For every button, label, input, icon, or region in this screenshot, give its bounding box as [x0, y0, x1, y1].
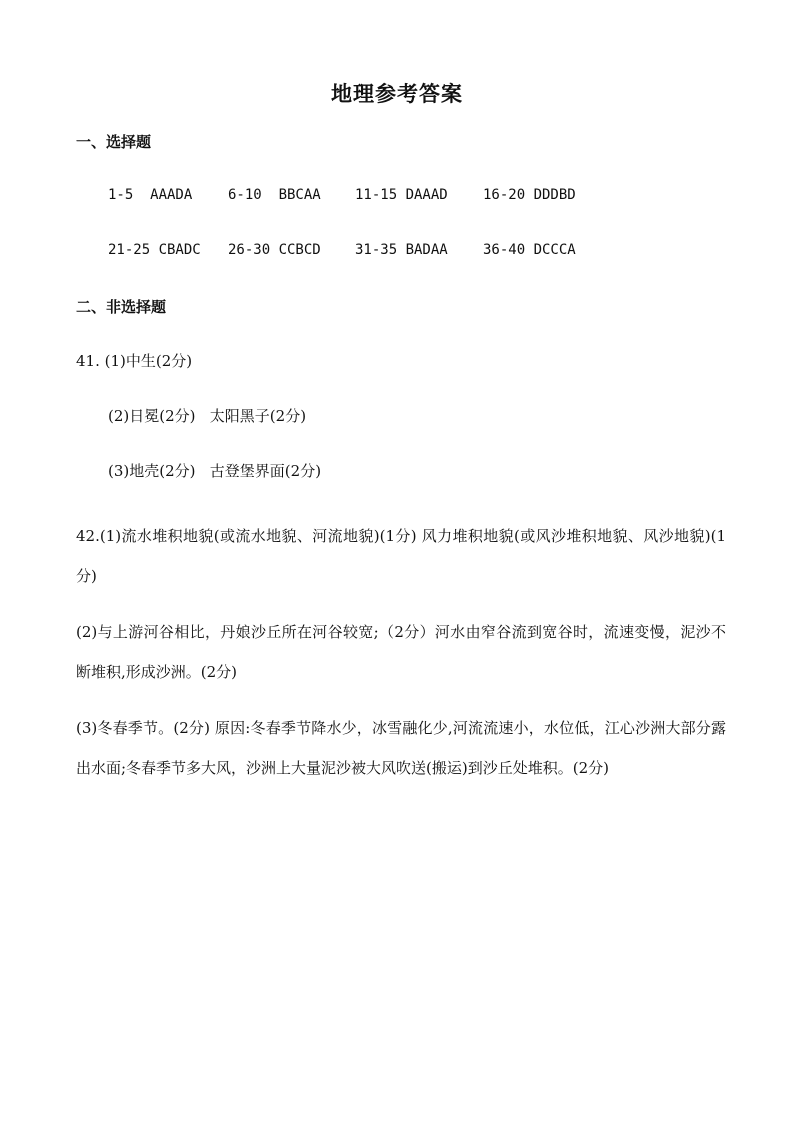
page-title: 地理参考答案 [331, 81, 463, 106]
q41-part3: (3)地壳(2分) 古登堡界面(2分) [108, 462, 322, 480]
q42-part2: (2)与上游河谷相比，丹娘沙丘所在河谷较宽;（2分）河水由窄谷流到宽谷时，流速变慢，泥沙不断堆积,形成沙洲。(2分) [76, 623, 726, 681]
answer-group: 31-35 BADAA [355, 242, 448, 258]
answer-group: 1-5 AAADA [108, 187, 193, 203]
q41-part1: 41. (1)中生(2分) [76, 352, 193, 370]
answer-group: 6-10 BBCAA [228, 187, 321, 203]
q42-part3: (3)冬春季节。(2分) 原因:冬春季节降水少，冰雪融化少,河流流速小，水位低，江心沙洲大部分露出水面;冬春季节多大风，沙洲上大量泥沙被大风吹送(搬运)到沙丘处堆积。(2分) [76, 719, 726, 777]
section-heading-multiple-choice: 一、选择题 [76, 133, 152, 151]
answer-group: 36-40 DCCCA [483, 242, 576, 258]
section-heading-non-choice: 二、非选择题 [76, 298, 167, 316]
answer-group: 26-30 CCBCD [228, 242, 321, 258]
answer-group: 21-25 CBADC [108, 242, 201, 258]
answer-group: 16-20 DDDBD [483, 187, 576, 203]
answer-group: 11-15 DAAAD [355, 187, 448, 203]
q42-part1: 42.(1)流水堆积地貌(或流水地貌、河流地貌)(1分) 风力堆积地貌(或风沙堆积地貌、风沙地貌)(1分) [76, 527, 726, 585]
q41-part2: (2)日冕(2分) 太阳黑子(2分) [108, 407, 307, 425]
